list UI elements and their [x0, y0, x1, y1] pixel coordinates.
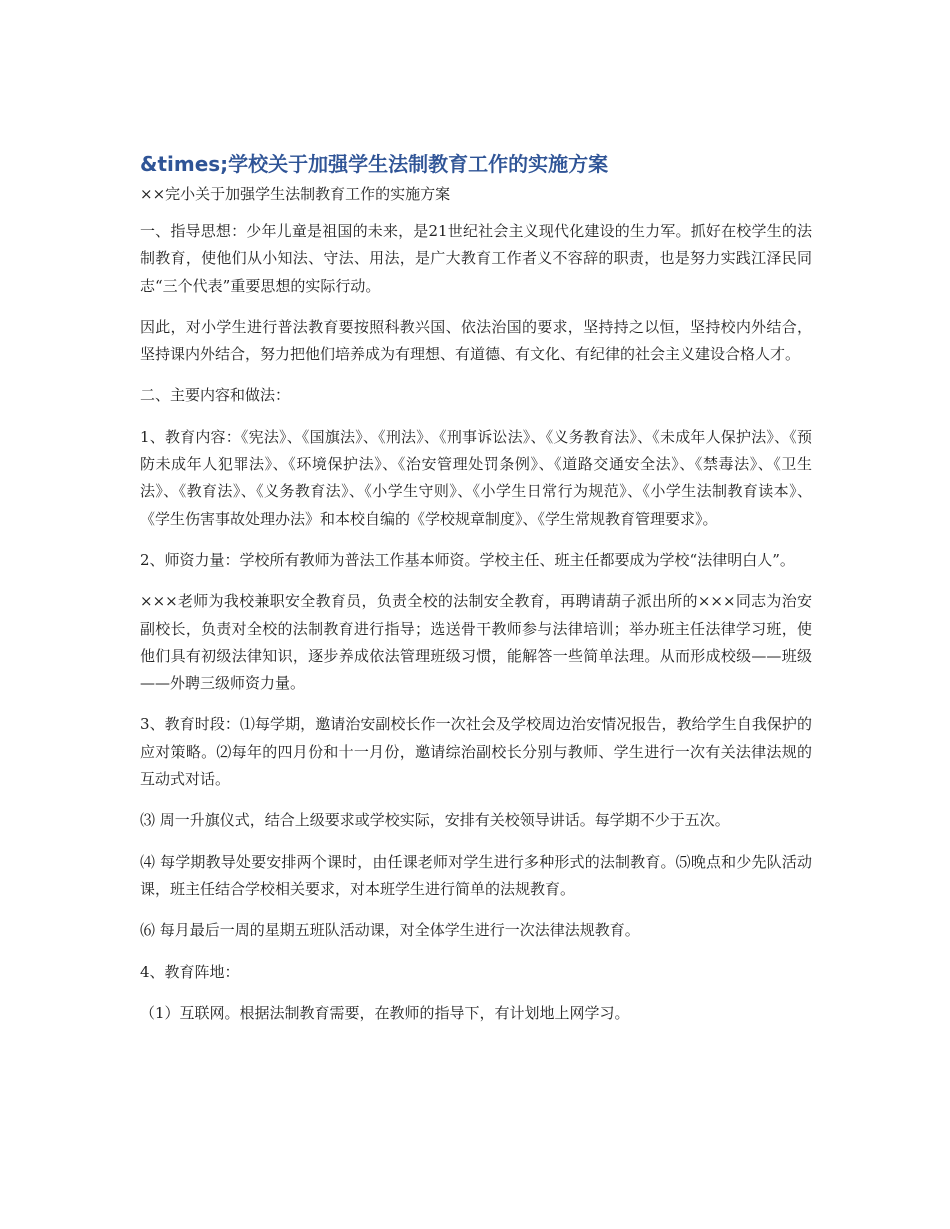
document-title: &times;学校关于加强学生法制教育工作的实施方案	[140, 152, 609, 176]
paragraph-safety-educator: ×××老师为我校兼职安全教育员，负责全校的法制安全教育，再聘请葫子派出所的×××同志为治安副校长，负责对全校的法制教育进行指导；选送骨干教师参与法律培训；举办班主任法律学习班，使他们具有初级法律知识，逐步养成依法管理班级习惯，能解答一些简单法理。从而形成校级——班级——外聘三级师资力量。	[140, 592, 812, 693]
document-subtitle: ××完小关于加强学生法制教育工作的实施方案	[140, 185, 451, 203]
paragraph-education-periods: 3、教育时段：⑴每学期，邀请治安副校长作一次社会及学校周边治安情况报告，教给学生自我保护的应对策略。⑵每年的四月份和十一月份，邀请综治副校长分别与教师、学生进行一次有关法律法规的互动式对话。	[140, 715, 812, 789]
paragraph-guiding-ideology: 一、指导思想：少年儿童是祖国的未来，是21世纪社会主义现代化建设的生力军。抓好在校学生的法制教育，使他们从小知法、守法、用法，是广大教育工作者义不容辞的职责，也是努力实践江泽民同志“三个代表”重要思想的实际行动。	[140, 222, 812, 295]
paragraph-monthly-class: ⑹ 每月最后一周的星期五班队活动课，对全体学生进行一次法律法规教育。	[140, 921, 640, 940]
document-page	[140, 150, 812, 1027]
paragraph-education-content: 1、教育内容：《宪法》、《国旗法》、《刑法》、《刑事诉讼法》、《义务教育法》、《未成年人保护法》、《预防未成年人犯罪法》、《环境保护法》、《治安管理处罚条例》、《道路交通安全法》、《禁毒法》、《卫生法》、《教育法》、《义务教育法》、《小学生守则》、《小学生日常行为规范》、《小学生法制教育读本》、《学生伤害事故处理办法》和本校自编的《学校规章制度》、《学生常规教育管理要求》。	[140, 427, 812, 528]
paragraph-class-hours: ⑷ 每学期教导处要安排两个课时，由任课老师对学生进行多种形式的法制教育。⑸晚点和少先队活动课，班主任结合学校相关要求，对本班学生进行简单的法规教育。	[140, 852, 812, 898]
paragraph-internet: （1）互联网。根据法制教育需要，在教师的指导下，有计划地上网学习。	[140, 1003, 630, 1022]
section-heading-main-content: 二、主要内容和做法：	[140, 386, 291, 405]
section-heading-education-venues: 4、教育阵地：	[140, 962, 240, 981]
paragraph-therefore: 因此，对小学生进行普法教育要按照科教兴国、依法治国的要求，坚持持之以恒，坚持校内外结合，坚持课内外结合，努力把他们培养成为有理想、有道德、有文化、有纪律的社会主义建设合格人才。	[140, 317, 812, 364]
paragraph-flag-ceremony: ⑶ 周一升旗仪式，结合上级要求或学校实际，安排有关校领导讲话。每学期不少于五次。	[140, 811, 730, 830]
paragraph-teaching-staff: 2、师资力量：学校所有教师为普法工作基本师资。学校主任、班主任都要成为学校“法律明白人”。	[140, 550, 795, 569]
